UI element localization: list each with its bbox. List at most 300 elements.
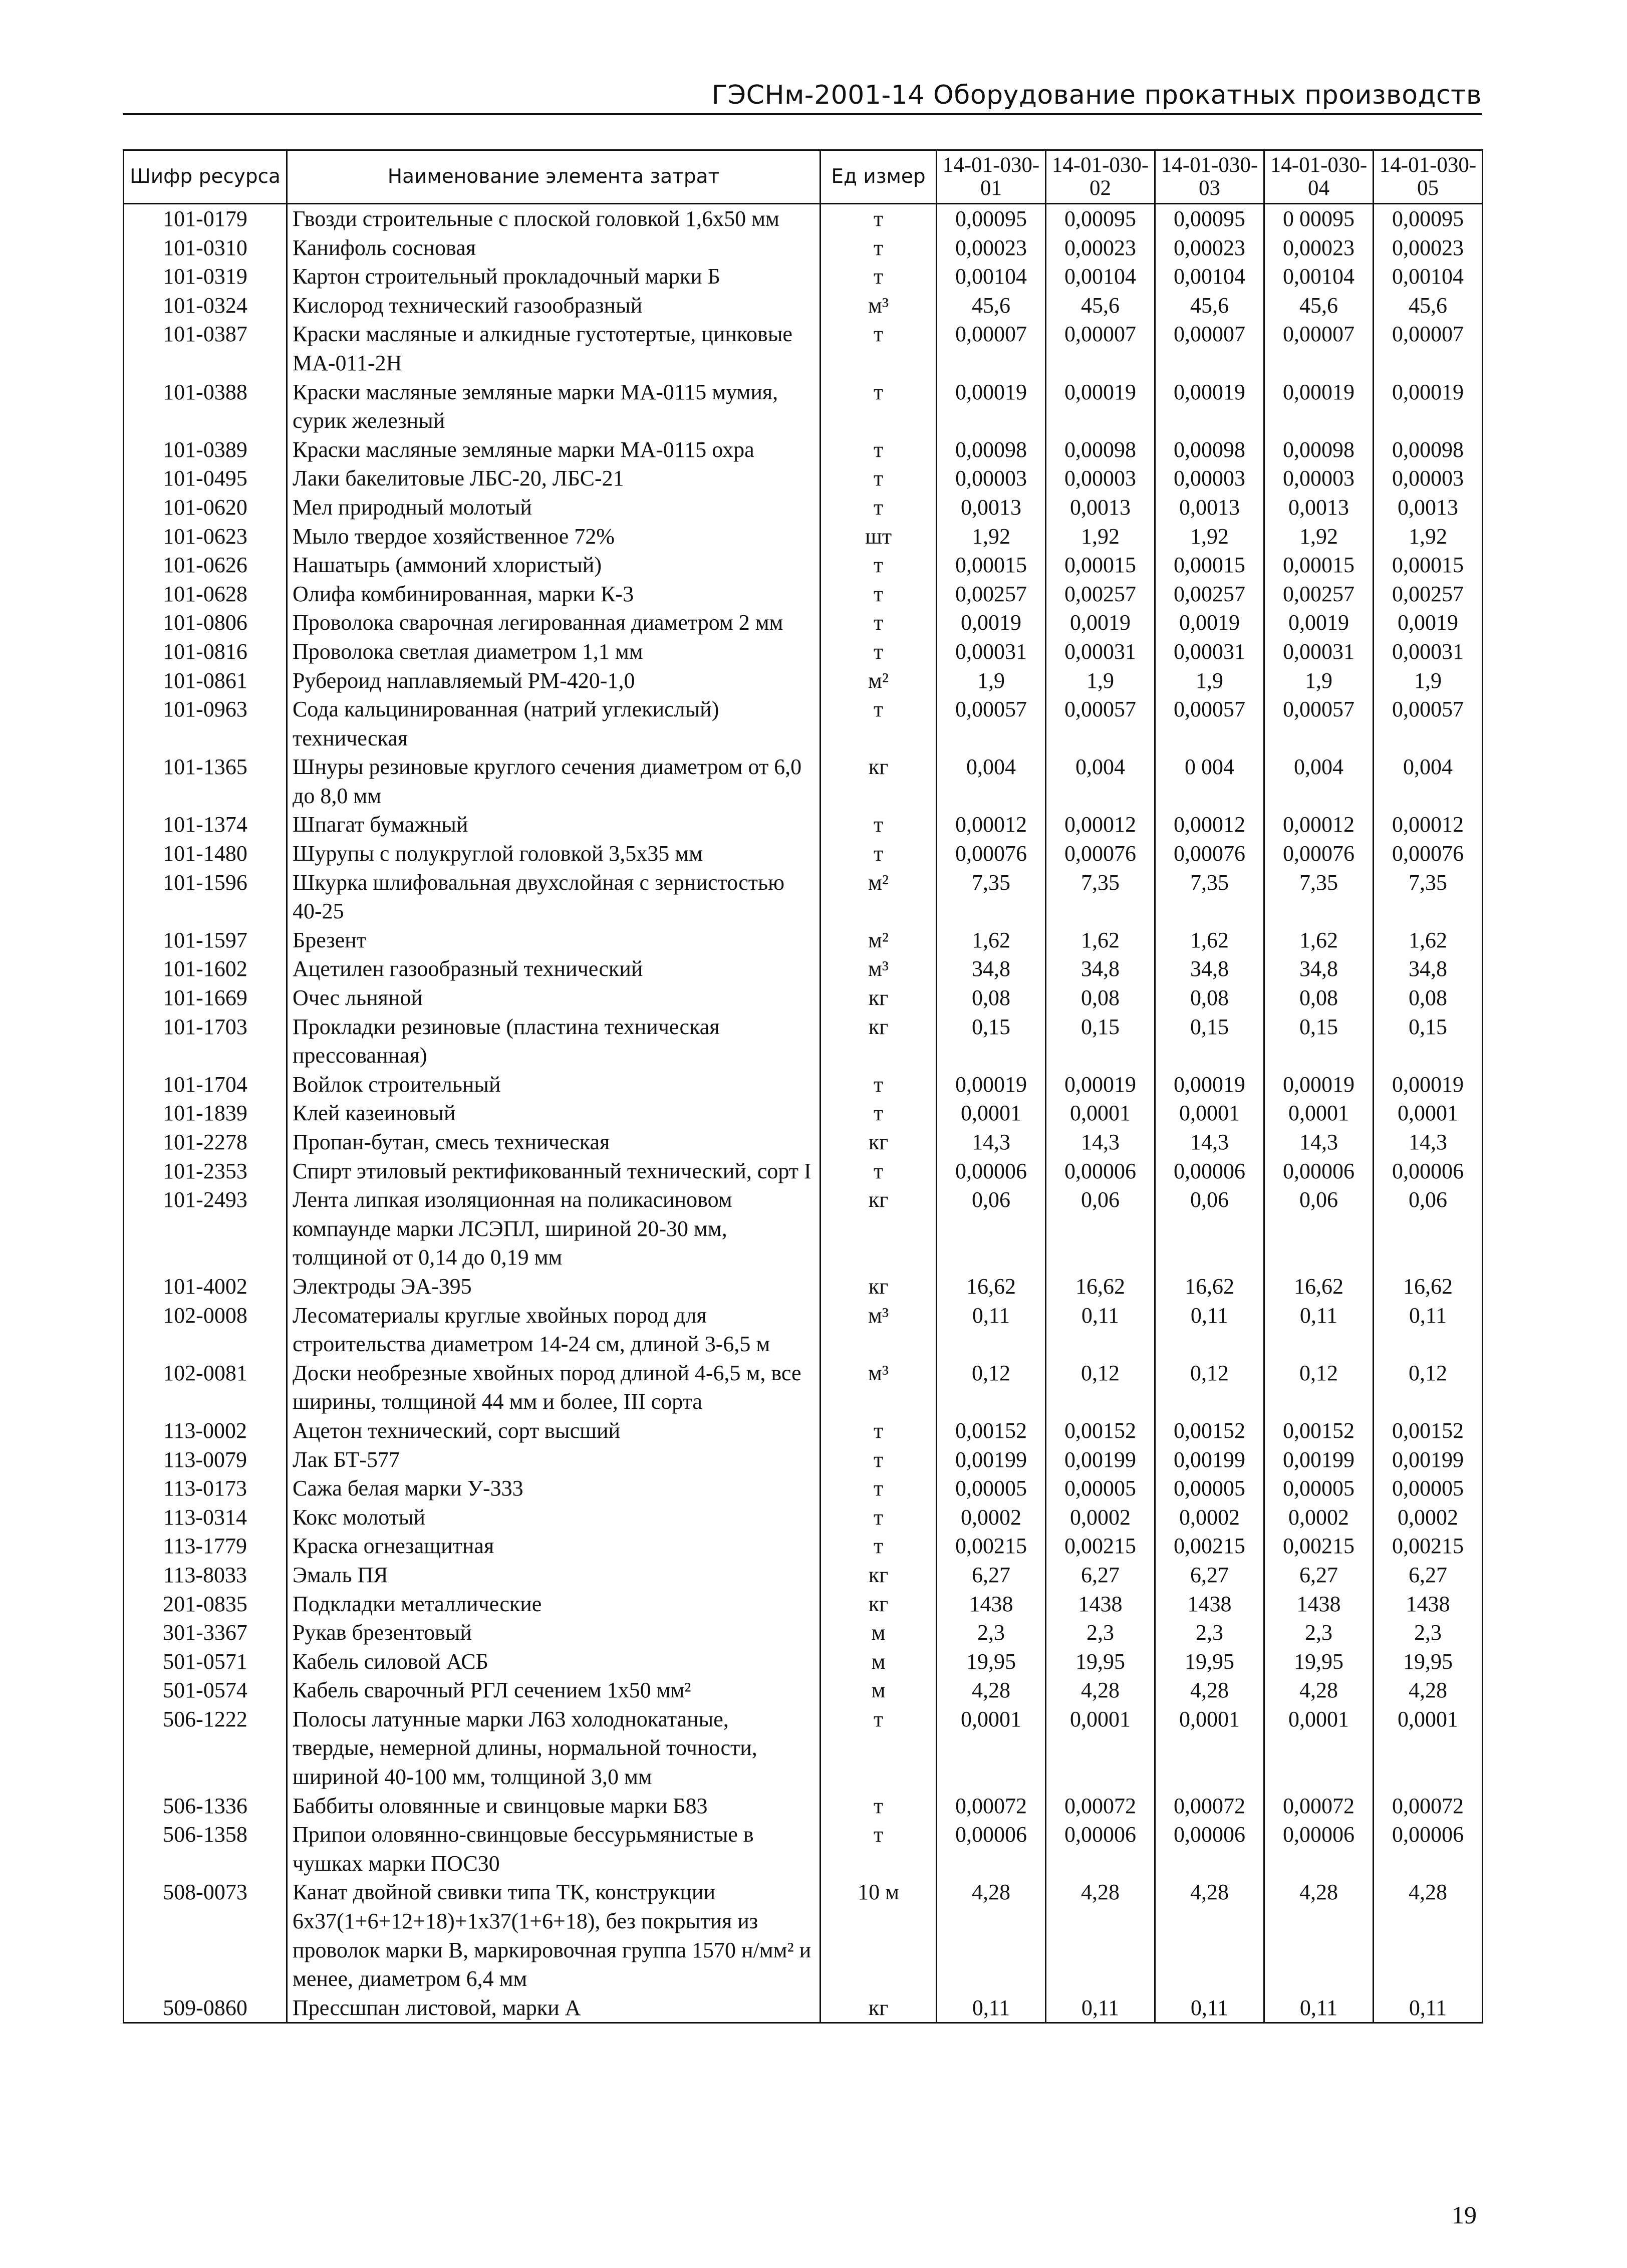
norm-value-cell: 0,0001	[1046, 1099, 1155, 1128]
table-body	[124, 204, 1483, 2023]
table-row	[124, 752, 1483, 810]
norm-value-cell: 0,00015	[1155, 551, 1264, 580]
unit-cell: т	[821, 1474, 937, 1503]
table-row	[124, 291, 1483, 320]
norm-value-cell: 34,8	[1264, 954, 1374, 983]
resource-name-cell: Войлок строительный	[287, 1070, 821, 1099]
resource-code-cell: 101-0861	[124, 666, 287, 695]
norm-value-cell: 0,00015	[1046, 551, 1155, 580]
norm-value-cell: 1,62	[1155, 926, 1264, 955]
norm-value-cell: 1,92	[1155, 522, 1264, 551]
norm-value-cell: 0,00005	[1046, 1474, 1155, 1503]
norm-value-cell: 4,28	[1374, 1878, 1483, 1993]
unit-cell: т	[821, 695, 937, 752]
resource-name-cell: Подкладки металлические	[287, 1590, 821, 1619]
table-row	[124, 464, 1483, 493]
norm-value-cell: 0,00006	[1264, 1157, 1374, 1186]
norm-value-cell: 0,15	[937, 1013, 1046, 1070]
resource-name-cell: Кокс молотый	[287, 1503, 821, 1532]
norm-value-cell: 0,00012	[1374, 810, 1483, 839]
resource-name-cell: Гвозди строительные с плоской головкой 1,6х50 мм	[287, 204, 821, 233]
table-row	[124, 1185, 1483, 1272]
norm-value-cell: 4,28	[1046, 1676, 1155, 1705]
norm-value-cell: 0,11	[1046, 1993, 1155, 2023]
unit-cell: т	[821, 551, 937, 580]
unit-cell: т	[821, 1070, 937, 1099]
norm-value-cell: 0,12	[1155, 1359, 1264, 1416]
norm-value-cell: 19,95	[937, 1647, 1046, 1676]
norm-value-cell: 0,15	[1155, 1013, 1264, 1070]
norm-value-cell: 1438	[1046, 1590, 1155, 1619]
table-row	[124, 1474, 1483, 1503]
norm-value-cell: 0,00019	[1155, 378, 1264, 435]
norm-value-cell: 0,00012	[1264, 810, 1374, 839]
norm-value-cell: 0,00098	[1046, 435, 1155, 464]
norm-value-cell: 14,3	[1264, 1128, 1374, 1157]
unit-cell: т	[821, 1705, 937, 1792]
unit-cell: кг	[821, 1013, 937, 1070]
resource-code-cell: 201-0835	[124, 1590, 287, 1619]
norm-value-cell: 0,004	[937, 752, 1046, 810]
resource-name-cell: Лесоматериалы круглые хвойных пород для строительства диаметром 14-24 см, длиной 3-6,5 м	[287, 1301, 821, 1359]
table-row	[124, 493, 1483, 522]
resource-table	[123, 149, 1483, 2024]
norm-value-cell: 0,00006	[937, 1157, 1046, 1186]
resource-name-cell: Рукав брезентовый	[287, 1618, 821, 1647]
norm-value-cell: 6,27	[1374, 1561, 1483, 1590]
table-row	[124, 1878, 1483, 1993]
unit-cell: т	[821, 464, 937, 493]
norm-value-cell: 0,00015	[937, 551, 1046, 580]
resource-code-cell: 113-1779	[124, 1532, 287, 1561]
resource-name-cell: Электроды ЭА-395	[287, 1272, 821, 1301]
norm-value-cell: 0,0013	[1046, 493, 1155, 522]
norm-value-cell: 0 004	[1155, 752, 1264, 810]
resource-name-cell: Пропан-бутан, смесь техническая	[287, 1128, 821, 1157]
unit-cell: т	[821, 493, 937, 522]
norm-value-cell: 0,00104	[937, 262, 1046, 291]
resource-name-cell: Картон строительный прокладочный марки Б	[287, 262, 821, 291]
table-row	[124, 551, 1483, 580]
norm-value-cell: 0,08	[1046, 983, 1155, 1013]
norm-value-cell: 16,62	[937, 1272, 1046, 1301]
norm-value-cell: 0,00095	[937, 204, 1046, 233]
table-row	[124, 1359, 1483, 1416]
norm-value-cell: 7,35	[1046, 868, 1155, 926]
resource-name-cell: Лак БТ-577	[287, 1445, 821, 1474]
norm-value-cell: 0,0001	[1046, 1705, 1155, 1792]
unit-cell: т	[821, 1099, 937, 1128]
norm-value-cell: 0,00003	[1046, 464, 1155, 493]
norm-value-cell: 0,00015	[1374, 551, 1483, 580]
norm-value-cell: 16,62	[1264, 1272, 1374, 1301]
resource-code-cell: 101-2278	[124, 1128, 287, 1157]
norm-value-cell: 34,8	[1046, 954, 1155, 983]
norm-value-cell: 0,00019	[1374, 378, 1483, 435]
resource-name-cell: Кабель силовой АСБ	[287, 1647, 821, 1676]
norm-value-cell: 0,00215	[1155, 1532, 1264, 1561]
norm-value-cell: 45,6	[1155, 291, 1264, 320]
norm-value-cell: 0,00003	[937, 464, 1046, 493]
resource-name-cell: Полосы латунные марки Л63 холоднокатаные, твердые, немерной длины, нормальной точности, шириной 40-100 мм, толщиной 3,0 мм	[287, 1705, 821, 1792]
unit-cell: м	[821, 1618, 937, 1647]
norm-value-cell: 0,00019	[937, 1070, 1046, 1099]
unit-cell: т	[821, 204, 937, 233]
norm-value-cell: 0,0002	[1046, 1503, 1155, 1532]
norm-value-cell: 0,00098	[1155, 435, 1264, 464]
unit-cell: м²	[821, 868, 937, 926]
resource-name-cell: Баббиты оловянные и свинцовые марки Б83	[287, 1792, 821, 1821]
norm-value-cell: 1,92	[1264, 522, 1374, 551]
resource-name-cell: Шнуры резиновые круглого сечения диаметром от 6,0 до 8,0 мм	[287, 752, 821, 810]
norm-value-cell: 0,00005	[1374, 1474, 1483, 1503]
norm-value-cell: 7,35	[937, 868, 1046, 926]
norm-value-cell: 0,00098	[937, 435, 1046, 464]
norm-value-cell: 0,00031	[1046, 637, 1155, 666]
norm-value-cell: 0,00152	[1155, 1416, 1264, 1445]
norm-value-cell: 0,00072	[1046, 1792, 1155, 1821]
table-header-row	[124, 150, 1483, 204]
resource-code-cell: 101-1596	[124, 868, 287, 926]
norm-value-cell: 1,9	[1374, 666, 1483, 695]
norm-value-cell: 0,004	[1046, 752, 1155, 810]
norm-value-cell: 0,0002	[937, 1503, 1046, 1532]
norm-value-cell: 0,00098	[1264, 435, 1374, 464]
resource-code-cell: 101-1703	[124, 1013, 287, 1070]
norm-value-cell: 1,62	[1264, 926, 1374, 955]
norm-value-cell: 0,0019	[1264, 608, 1374, 637]
table-row	[124, 1099, 1483, 1128]
resource-code-cell: 113-0079	[124, 1445, 287, 1474]
norm-value-cell: 0,15	[1046, 1013, 1155, 1070]
resource-code-cell: 101-0628	[124, 580, 287, 609]
resource-code-cell: 102-0008	[124, 1301, 287, 1359]
norm-value-cell: 0 00095	[1264, 204, 1374, 233]
unit-cell: т	[821, 608, 937, 637]
norm-value-cell: 0,00006	[1046, 1157, 1155, 1186]
resource-name-cell: Кислород технический газообразный	[287, 291, 821, 320]
norm-value-cell: 0,00104	[1264, 262, 1374, 291]
norm-value-cell: 0,0013	[937, 493, 1046, 522]
norm-value-cell: 0,12	[1374, 1359, 1483, 1416]
resource-code-cell: 101-0806	[124, 608, 287, 637]
norm-value-cell: 0,11	[1374, 1301, 1483, 1359]
unit-cell: т	[821, 810, 937, 839]
resource-code-cell: 113-0002	[124, 1416, 287, 1445]
norm-value-cell: 0,00019	[937, 378, 1046, 435]
norm-value-cell: 1,92	[1046, 522, 1155, 551]
norm-value-cell: 0,00003	[1374, 464, 1483, 493]
unit-cell: т	[821, 320, 937, 377]
resource-code-cell: 506-1358	[124, 1820, 287, 1878]
norm-value-cell: 0,00007	[1374, 320, 1483, 377]
resource-code-cell: 501-0571	[124, 1647, 287, 1676]
unit-cell: кг	[821, 983, 937, 1013]
norm-value-cell: 0,00076	[1264, 839, 1374, 868]
norm-value-cell: 0,00031	[1374, 637, 1483, 666]
table-row	[124, 378, 1483, 435]
norm-value-cell: 16,62	[1374, 1272, 1483, 1301]
norm-value-cell: 0,08	[1374, 983, 1483, 1013]
norm-value-cell: 1,9	[1155, 666, 1264, 695]
table-row	[124, 1301, 1483, 1359]
resource-code-cell: 102-0081	[124, 1359, 287, 1416]
norm-value-cell: 1,9	[1046, 666, 1155, 695]
resource-code-cell: 101-0963	[124, 695, 287, 752]
norm-value-cell: 4,28	[1046, 1878, 1155, 1993]
norm-value-cell: 0,004	[1264, 752, 1374, 810]
resource-name-cell: Ацетон технический, сорт высший	[287, 1416, 821, 1445]
norm-value-cell: 0,00007	[937, 320, 1046, 377]
resource-name-cell: Лаки бакелитовые ЛБС-20, ЛБС-21	[287, 464, 821, 493]
norm-value-cell: 0,00006	[937, 1820, 1046, 1878]
resource-name-cell: Олифа комбинированная, марки К-3	[287, 580, 821, 609]
resource-name-cell: Прокладки резиновые (пластина техническая прессованная)	[287, 1013, 821, 1070]
norm-value-cell: 0,00007	[1155, 320, 1264, 377]
resource-name-cell: Канифоль сосновая	[287, 233, 821, 263]
norm-value-cell: 0,00019	[1264, 378, 1374, 435]
unit-cell: т	[821, 1792, 937, 1821]
norm-value-cell: 19,95	[1264, 1647, 1374, 1676]
unit-cell: м³	[821, 954, 937, 983]
resource-code-cell: 101-0623	[124, 522, 287, 551]
norm-value-cell: 0,00003	[1155, 464, 1264, 493]
table-row	[124, 983, 1483, 1013]
norm-value-cell: 0,00072	[937, 1792, 1046, 1821]
column-header-unit: Ед измер	[821, 150, 937, 204]
norm-value-cell: 0,00006	[1155, 1157, 1264, 1186]
norm-value-cell: 0,06	[1374, 1185, 1483, 1272]
norm-value-cell: 0,00104	[1155, 262, 1264, 291]
norm-value-cell: 45,6	[937, 291, 1046, 320]
table-row	[124, 608, 1483, 637]
table-row	[124, 435, 1483, 464]
resource-name-cell: Рубероид наплавляемый РМ-420-1,0	[287, 666, 821, 695]
norm-value-cell: 0,00152	[937, 1416, 1046, 1445]
column-header-norm-04: 14-01-030-04	[1264, 150, 1374, 204]
norm-value-cell: 19,95	[1046, 1647, 1155, 1676]
norm-value-cell: 0,11	[1264, 1993, 1374, 2023]
norm-value-cell: 16,62	[1155, 1272, 1264, 1301]
table-row	[124, 1070, 1483, 1099]
norm-value-cell: 0,0019	[937, 608, 1046, 637]
table-row	[124, 1647, 1483, 1676]
resource-table-container	[123, 149, 1482, 2024]
norm-value-cell: 0,00098	[1374, 435, 1483, 464]
unit-cell: т	[821, 839, 937, 868]
norm-value-cell: 0,11	[937, 1993, 1046, 2023]
resource-code-cell: 101-1365	[124, 752, 287, 810]
norm-value-cell: 0,0013	[1264, 493, 1374, 522]
norm-value-cell: 0,00006	[1046, 1820, 1155, 1878]
table-row	[124, 1676, 1483, 1705]
norm-value-cell: 0,0001	[1155, 1099, 1264, 1128]
resource-code-cell: 301-3367	[124, 1618, 287, 1647]
norm-value-cell: 0,00005	[1264, 1474, 1374, 1503]
norm-value-cell: 0,0001	[1374, 1099, 1483, 1128]
resource-code-cell: 101-1839	[124, 1099, 287, 1128]
norm-value-cell: 2,3	[1046, 1618, 1155, 1647]
norm-value-cell: 0,00023	[937, 233, 1046, 263]
norm-value-cell: 0,0019	[1155, 608, 1264, 637]
norm-value-cell: 0,06	[937, 1185, 1046, 1272]
resource-code-cell: 101-1597	[124, 926, 287, 955]
table-row	[124, 637, 1483, 666]
norm-value-cell: 1438	[1374, 1590, 1483, 1619]
norm-value-cell: 34,8	[1374, 954, 1483, 983]
resource-code-cell: 113-8033	[124, 1561, 287, 1590]
norm-value-cell: 0,11	[1046, 1301, 1155, 1359]
table-row	[124, 320, 1483, 377]
norm-value-cell: 0,00257	[1264, 580, 1374, 609]
unit-cell: т	[821, 1445, 937, 1474]
resource-name-cell: Прессшпан листовой, марки А	[287, 1993, 821, 2023]
resource-name-cell: Кабель сварочный РГЛ сечением 1х50 мм²	[287, 1676, 821, 1705]
norm-value-cell: 1,92	[1374, 522, 1483, 551]
norm-value-cell: 0,00072	[1374, 1792, 1483, 1821]
norm-value-cell: 0,00023	[1264, 233, 1374, 263]
resource-code-cell: 101-0626	[124, 551, 287, 580]
norm-value-cell: 1,62	[1374, 926, 1483, 955]
resource-code-cell: 101-2353	[124, 1157, 287, 1186]
norm-value-cell: 0,08	[1155, 983, 1264, 1013]
unit-cell: т	[821, 1157, 937, 1186]
resource-code-cell: 101-0816	[124, 637, 287, 666]
unit-cell: 10 м	[821, 1878, 937, 1993]
resource-name-cell: Доски необрезные хвойных пород длиной 4-6,5 м, все ширины, толщиной 44 мм и более, III сорта	[287, 1359, 821, 1416]
norm-value-cell: 6,27	[1046, 1561, 1155, 1590]
resource-name-cell: Краска огнезащитная	[287, 1532, 821, 1561]
norm-value-cell: 4,28	[1264, 1676, 1374, 1705]
norm-value-cell: 0,0001	[937, 1099, 1046, 1128]
norm-value-cell: 0,00072	[1155, 1792, 1264, 1821]
norm-value-cell: 0,00199	[1264, 1445, 1374, 1474]
norm-value-cell: 0,00076	[937, 839, 1046, 868]
resource-name-cell: Мел природный молотый	[287, 493, 821, 522]
norm-value-cell: 14,3	[1046, 1128, 1155, 1157]
unit-cell: кг	[821, 1272, 937, 1301]
norm-value-cell: 1,9	[1264, 666, 1374, 695]
norm-value-cell: 0,15	[1374, 1013, 1483, 1070]
norm-value-cell: 0,00019	[1046, 1070, 1155, 1099]
norm-value-cell: 0,00095	[1155, 204, 1264, 233]
table-row	[124, 1445, 1483, 1474]
norm-value-cell: 0,00199	[1374, 1445, 1483, 1474]
norm-value-cell: 45,6	[1046, 291, 1155, 320]
norm-value-cell: 0,00057	[1374, 695, 1483, 752]
norm-value-cell: 0,00023	[1155, 233, 1264, 263]
unit-cell: кг	[821, 752, 937, 810]
table-row	[124, 1561, 1483, 1590]
resource-code-cell: 101-0389	[124, 435, 287, 464]
resource-code-cell: 501-0574	[124, 1676, 287, 1705]
norm-value-cell: 0,12	[1046, 1359, 1155, 1416]
resource-code-cell: 101-4002	[124, 1272, 287, 1301]
norm-value-cell: 0,00023	[1046, 233, 1155, 263]
resource-name-cell: Очес льняной	[287, 983, 821, 1013]
norm-value-cell: 6,27	[937, 1561, 1046, 1590]
table-row	[124, 522, 1483, 551]
norm-value-cell: 0,00007	[1264, 320, 1374, 377]
column-header-norm-02: 14-01-030-02	[1046, 150, 1155, 204]
table-row	[124, 1503, 1483, 1532]
resource-code-cell: 101-1480	[124, 839, 287, 868]
page-number: 19	[1452, 2201, 1477, 2229]
norm-value-cell: 0,00257	[937, 580, 1046, 609]
unit-cell: м³	[821, 1301, 937, 1359]
resource-name-cell: Припои оловянно-свинцовые бессурьмянистые в чушках марки ПОС30	[287, 1820, 821, 1878]
norm-value-cell: 0,0001	[1264, 1099, 1374, 1128]
norm-value-cell: 0,00012	[1155, 810, 1264, 839]
norm-value-cell: 0,0002	[1374, 1503, 1483, 1532]
table-row	[124, 1618, 1483, 1647]
norm-value-cell: 0,12	[1264, 1359, 1374, 1416]
resource-code-cell: 506-1336	[124, 1792, 287, 1821]
table-row	[124, 810, 1483, 839]
norm-value-cell: 0,0019	[1374, 608, 1483, 637]
norm-value-cell: 0,00019	[1155, 1070, 1264, 1099]
norm-value-cell: 7,35	[1264, 868, 1374, 926]
norm-value-cell: 0,00015	[1264, 551, 1374, 580]
norm-value-cell: 0,00104	[1374, 262, 1483, 291]
table-row	[124, 839, 1483, 868]
table-row	[124, 233, 1483, 263]
norm-value-cell: 0,0001	[937, 1705, 1046, 1792]
norm-value-cell: 0,0013	[1155, 493, 1264, 522]
table-row	[124, 926, 1483, 955]
table-row	[124, 1590, 1483, 1619]
table-row	[124, 1157, 1483, 1186]
unit-cell: м	[821, 1676, 937, 1705]
table-row	[124, 1416, 1483, 1445]
norm-value-cell: 19,95	[1155, 1647, 1264, 1676]
unit-cell: м	[821, 1647, 937, 1676]
norm-value-cell: 0,0019	[1046, 608, 1155, 637]
norm-value-cell: 7,35	[1155, 868, 1264, 926]
norm-value-cell: 0,00023	[1374, 233, 1483, 263]
norm-value-cell: 0,00057	[937, 695, 1046, 752]
norm-value-cell: 4,28	[1155, 1878, 1264, 1993]
norm-value-cell: 0,00072	[1264, 1792, 1374, 1821]
table-row	[124, 1272, 1483, 1301]
norm-value-cell: 0,00031	[937, 637, 1046, 666]
norm-value-cell: 0,00152	[1264, 1416, 1374, 1445]
norm-value-cell: 0,06	[1046, 1185, 1155, 1272]
resource-name-cell: Нашатырь (аммоний хлористый)	[287, 551, 821, 580]
norm-value-cell: 0,00199	[937, 1445, 1046, 1474]
norm-value-cell: 0,00012	[1046, 810, 1155, 839]
resource-name-cell: Канат двойной свивки типа ТК, конструкции 6х37(1+6+12+18)+1х37(1+6+18), без покрытия из проволок марки В, маркировочная группа 1570 н/мм² и менее, диаметром 6,4 мм	[287, 1878, 821, 1993]
norm-value-cell: 6,27	[1264, 1561, 1374, 1590]
norm-value-cell: 19,95	[1374, 1647, 1483, 1676]
resource-code-cell: 101-0620	[124, 493, 287, 522]
resource-code-cell: 101-0319	[124, 262, 287, 291]
unit-cell: т	[821, 637, 937, 666]
unit-cell: кг	[821, 1561, 937, 1590]
resource-code-cell: 101-1704	[124, 1070, 287, 1099]
resource-name-cell: Сода кальцинированная (натрий углекислый) техническая	[287, 695, 821, 752]
resource-name-cell: Эмаль ПЯ	[287, 1561, 821, 1590]
norm-value-cell: 1,62	[937, 926, 1046, 955]
norm-value-cell: 0,11	[937, 1301, 1046, 1359]
norm-value-cell: 0,0001	[1374, 1705, 1483, 1792]
norm-value-cell: 0,11	[1155, 1993, 1264, 2023]
norm-value-cell: 0,00215	[1374, 1532, 1483, 1561]
norm-value-cell: 0,0002	[1155, 1503, 1264, 1532]
norm-value-cell: 14,3	[1374, 1128, 1483, 1157]
norm-value-cell: 0,00215	[1046, 1532, 1155, 1561]
norm-value-cell: 1,9	[937, 666, 1046, 695]
